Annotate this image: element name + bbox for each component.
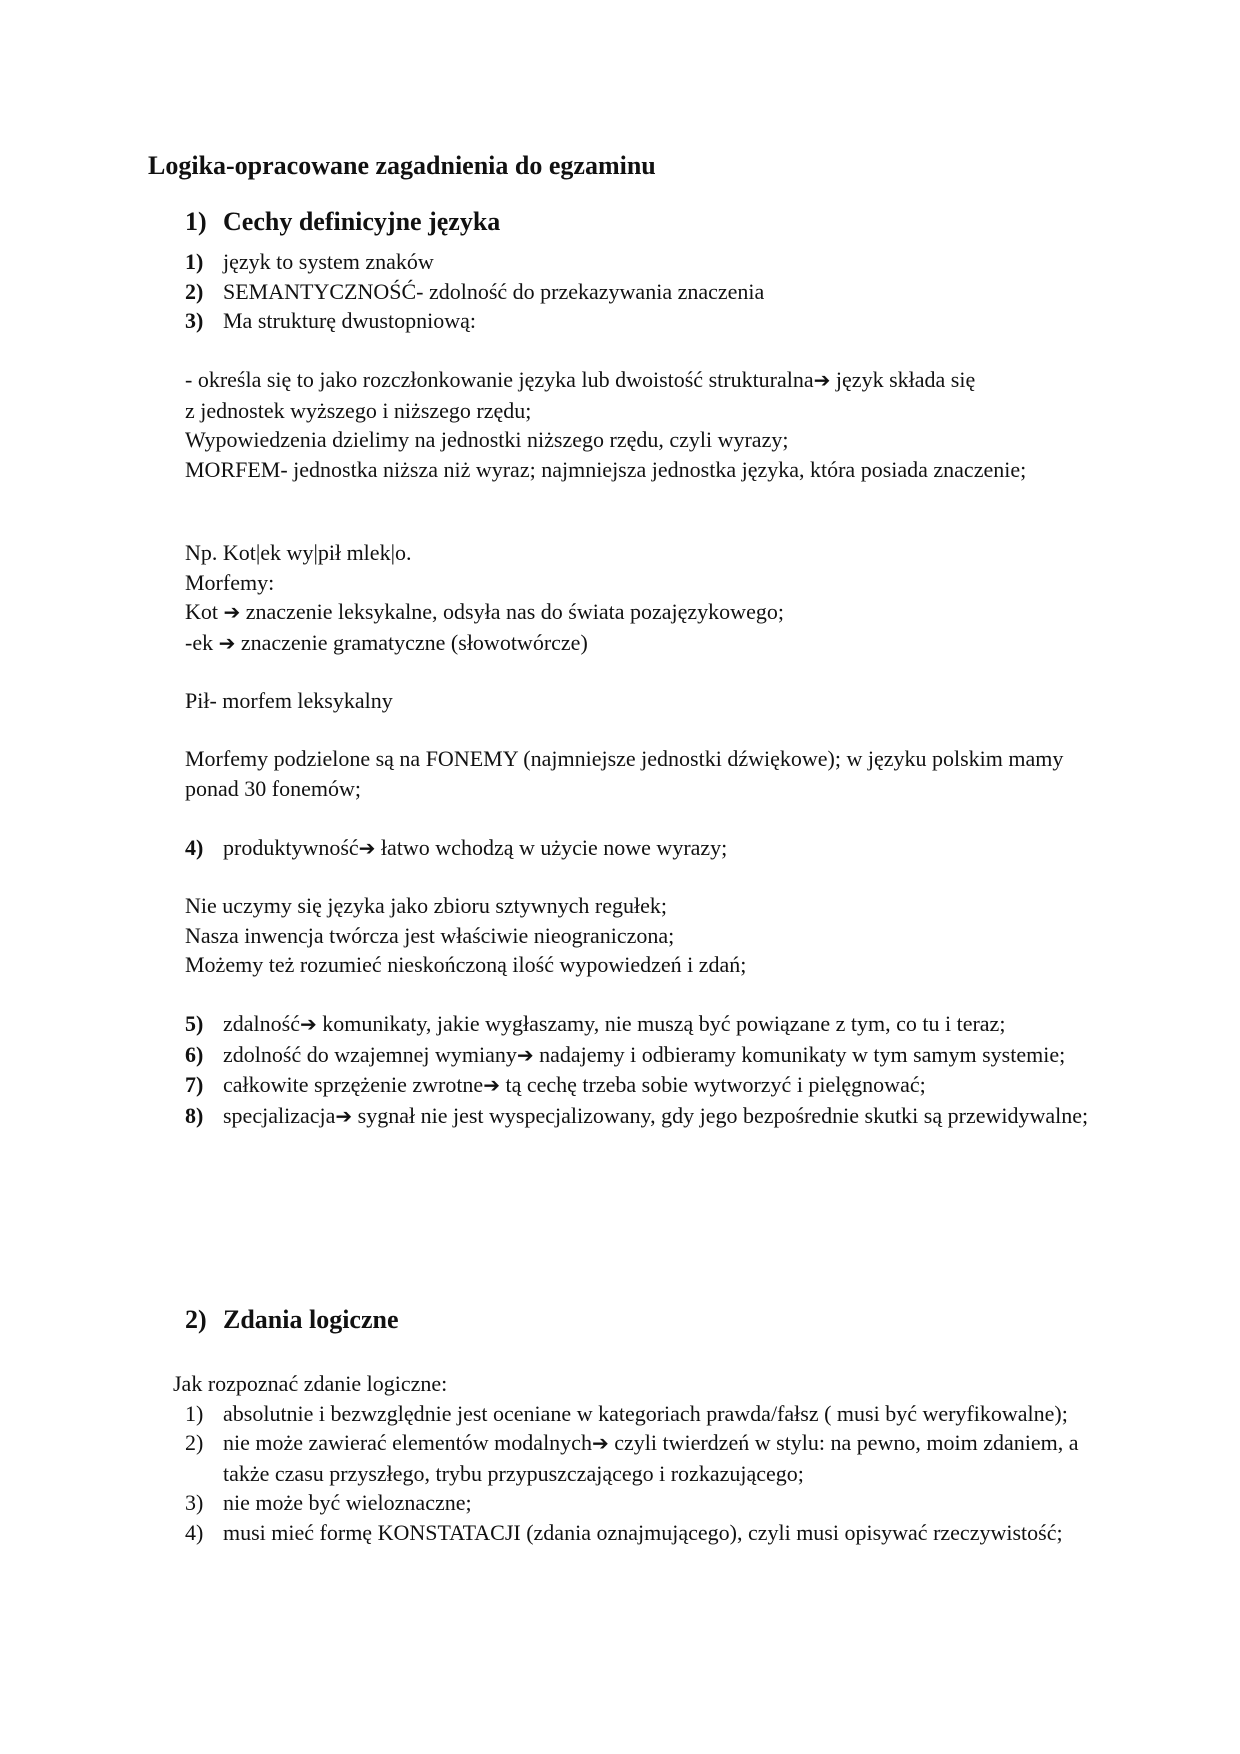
notes-block [185,891,1085,980]
item-number: 2) [185,1430,204,1455]
item-text: absolutnie i bezwzględnie jest oceniane w kategoriach prawda/fałsz ( musi być weryfikowalne); [223,1400,1068,1426]
arrow-right-icon: ➔ [591,1431,609,1455]
section-2-heading [185,1300,399,1340]
morfemy-label: Morfemy: [185,569,275,595]
item-number: 6) [185,1041,204,1067]
document-title: Logika-opracowane zagadnienia do egzaminu [148,151,656,180]
criteria-list [173,1399,1093,1548]
arrow-right-icon: ➔ [358,836,376,860]
paragraph: z jednostek wyższego i niższego rzędu; [185,397,532,423]
paragraph: MORFEM- jednostka niższa niż wyraz; najmniejsza jednostka języka, która posiada znaczenie; [185,456,1027,482]
arrow-right-icon: ➔ [813,368,831,392]
section-2-intro: Jak rozpoznać zdanie logiczne: [173,1371,448,1396]
arrow-right-icon: ➔ [335,1103,353,1128]
paragraph-text: - określa się to jako rozczłonkowanie języka lub dwoistość strukturalna [185,367,814,392]
item-label: nie może zawierać elementów modalnych [223,1430,592,1455]
morfem-label: Kot [185,599,224,624]
arrow-right-icon: ➔ [516,1042,534,1067]
arrow-right-icon: ➔ [218,630,236,655]
example-sentence: Np. Kot|ek wy|pił mlek|o. [185,540,412,565]
morfem-text: znaczenie gramatyczne (słowotwórcze) [235,629,588,655]
section-1-title: Cechy definicyjne języka [223,207,501,236]
item-text: nadajemy i odbieramy komunikaty w tym samym systemie; [533,1041,1066,1067]
list-item [185,1009,1095,1040]
example-block [185,538,1085,658]
arrow-right-icon: ➔ [483,1073,500,1097]
morfem-label: -ek [185,629,219,655]
list-item [185,1518,1093,1548]
item-number: 7) [185,1072,204,1097]
structure-paragraphs [185,365,1095,484]
list-item [185,1428,1093,1488]
item-number: 5) [185,1011,204,1036]
item-text: łatwo wchodzą w użycie nowe wyrazy; [375,835,728,860]
list-item [185,1399,1093,1429]
pil-note: Pił- morfem leksykalny [185,688,393,713]
paragraph [185,365,1095,396]
item-text: musi mieć formę KONSTATACJI (zdania oznajmującego), czyli musi opisywać rzeczywistość; [223,1519,1063,1545]
item-label: produktywność [223,835,359,860]
item-text: język to system znaków [223,249,434,274]
item-text: komunikaty, jakie wygłaszamy, nie muszą być powiązane z tym, co tu i teraz; [316,1011,1006,1036]
item-label: specjalizacja [223,1102,336,1128]
arrow-right-icon: ➔ [223,600,241,624]
item-number: 4) [185,1519,204,1545]
item-text: czyli twierdzeń w stylu: na pewno, moim zdaniem, a także czasu przyszłego, trybu przypuszczającego i rozkazującego; [223,1430,1079,1486]
item-number: 1) [185,1400,204,1426]
morfem-ek [185,628,1085,659]
list-item [185,277,1085,307]
list-item [185,833,1085,864]
section-2-title: Zdania logiczne [223,1305,399,1334]
item-text: sygnał nie jest wyspecjalizowany, gdy jego bezpośrednie skutki są przewidywalne; [352,1102,1089,1128]
section-2-number: 2) [185,1305,207,1334]
morfem-text: znaczenie leksykalne, odsyła nas do świata pozajęzykowego; [240,599,784,624]
arrow-right-icon: ➔ [299,1012,317,1036]
paragraph: Wypowiedzenia dzielimy na jednostki niższego rzędu, czyli wyrazy; [185,427,789,452]
list-item [185,1488,1093,1518]
item-number: 3) [185,308,204,333]
item-label: zdalność [223,1011,300,1036]
note-line: Nie uczymy się języka jako zbioru sztywnych regułek; [185,893,668,918]
item-number: 8) [185,1102,204,1128]
list-item [185,306,1085,336]
fonemy-paragraph: Morfemy podzielone są na FONEMY (najmniejsze jednostki dźwiękowe); w języku polskim mamy ponad 30 fonemów; [185,746,1064,801]
section-2-content [173,1369,1093,1547]
list-item [185,1070,1095,1101]
list-item [185,1040,1095,1071]
item-text: SEMANTYCZNOŚĆ- zdolność do przekazywania znaczenia [223,278,765,304]
section-1-number: 1) [185,207,207,236]
item-number: 3) [185,1490,204,1515]
section-1-heading [185,202,500,242]
item-label: całkowite sprzężenie zwrotne [223,1072,484,1097]
item-label: zdolność do wzajemnej wymiany [223,1041,517,1067]
note-line: Możemy też rozumieć nieskończoną ilość wypowiedzeń i zdań; [185,952,747,977]
feature-list-b [185,1009,1095,1131]
paragraph-text: język składa się [830,367,976,392]
item-number: 1) [185,249,204,274]
item-text: nie może być wieloznaczne; [223,1490,472,1515]
list-item [185,247,1085,277]
feature-list-a [185,247,1085,336]
item-text: Ma strukturę dwustopniową: [223,308,476,333]
item-number: 4) [185,835,204,860]
note-line: Nasza inwencja twórcza jest właściwie nieograniczona; [185,922,675,948]
morfem-kot [185,597,1085,628]
item-text: tą cechę trzeba sobie wytworzyć i pielęgnować; [499,1072,926,1097]
feature-item-4 [185,833,1085,864]
item-number: 2) [185,278,204,304]
list-item [185,1101,1095,1132]
